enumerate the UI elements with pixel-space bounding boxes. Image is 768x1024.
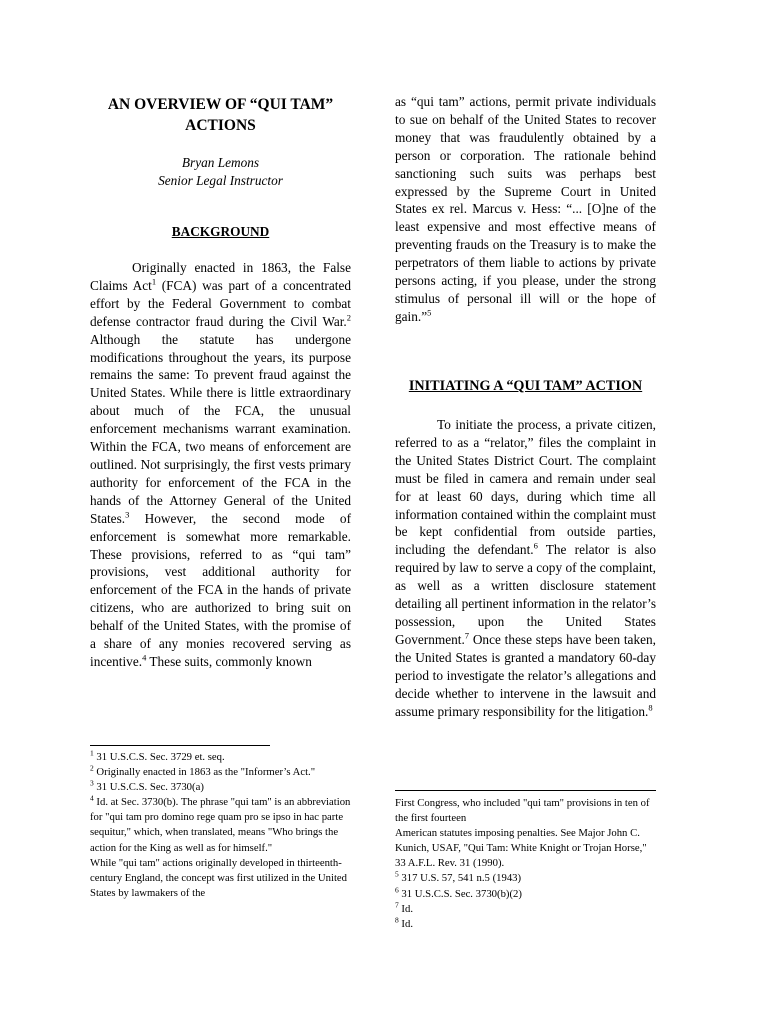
footnotes-left: [90, 750, 351, 901]
footnote-text: 317 U.S. 57, 541 n.5 (1943): [398, 872, 522, 885]
footnote-text: Id.: [398, 917, 413, 930]
footnote-divider: [395, 790, 656, 791]
background-heading: BACKGROUND: [171, 224, 270, 239]
footnote-4: [90, 795, 351, 855]
footnote-ref: 7: [464, 630, 470, 641]
footnote-4-continued: American statutes imposing penalties. See Major John C. Kunich, USAF, "Qui Tam: White Knight or Trojan Horse," 33 A.F.L. Rev. 31 (1990).: [395, 827, 647, 870]
footnote-number: 1: [90, 748, 94, 758]
background-text-3: Although the statute has undergone modifications throughout the years, its purpose remains the same: To prevent fraud against the United States. While there is little extraordinary about much of the FCA, the unusual enforcement mechanisms warrant examination. Within the FCA, two means of enforcement are outlined. Not surprisingly, the first vests primary authority for enforcement of the FCA in the hands of the Attorney General of the United States.: [90, 331, 351, 526]
initiating-paragraph: [395, 416, 656, 720]
footnote-7: [395, 902, 656, 917]
footnote-ref: 5: [427, 307, 432, 318]
author-title: Senior Legal Instructor: [158, 173, 283, 188]
footnote-ref: 6: [533, 540, 538, 551]
background-cont-text: as “qui tam” actions, permit private individuals to sue on behalf of the United States to recover money that was fraudulently obtained by a person or corporation. The rationale behind sanctioning such suits was perhaps best expressed by the Supreme Court in United States ex rel. Marcus v. Hess: “... [O]ne of the least expensive and most effective means of preventing frauds on the Treasury is to make the perpetrators of them liable to actions by private persons acting, if you please, under the strong stimulus of personal ill will or the hope of gain.”: [395, 94, 656, 324]
footnote-ref: 4: [142, 652, 147, 663]
footnote-text: Id.: [398, 902, 413, 915]
footnote-number: 5: [395, 869, 399, 879]
footnote-1: [90, 750, 351, 765]
footnote-5: [395, 871, 656, 886]
document-title: [90, 94, 351, 136]
footnote-ref: 2: [346, 312, 351, 323]
footnote-ref: 3: [125, 509, 130, 520]
footnote-text: 31 U.S.C.S. Sec. 3729 et. seq.: [93, 751, 225, 763]
footnote-number: 7: [395, 900, 399, 910]
footnote-ref: 1: [151, 276, 157, 287]
footnote-number: 8: [395, 915, 399, 925]
footnote-text: Id. at Sec. 3730(b). The phrase "qui tam" is an abbreviation for "qui tam pro domino rege quam pro se ipso in hac parte sequitur," which, when translated, means "Who brings the action for the King as well as for himself.": [90, 796, 351, 854]
footnote-4-continued: First Congress, who included "qui tam" provisions in ten of the first fourteen: [395, 797, 650, 825]
footnote-8: [395, 917, 656, 932]
footnote-4-continued: While "qui tam" actions originally developed in thirteenth-century England, the concept was first utilized in the United States by lawmakers of the: [90, 856, 348, 899]
footnote-number: 2: [90, 763, 94, 773]
background-text-4: However, the second mode of enforcement is somewhat more remarkable. These provisions, referred to as “qui tam” provisions, vest additional authority for enforcement of the FCA in the hands of private citizens, who are authorized to bring suit on behalf of the United States, with the promise of a share of any monies recovered serving as incentive.: [90, 510, 351, 669]
initiating-text-1: To initiate the process, a private citizen, referred to as a “relator,” files the complaint in the United States District Court. The complaint must be filed in camera and remain under seal for at least 60 days, during which time all information contained within the complaint must be kept confidential from outside parties, including the defendant.: [395, 417, 656, 558]
background-paragraph: [90, 259, 351, 671]
footnote-text: 31 U.S.C.S. Sec. 3730(a): [93, 781, 204, 794]
footnotes-right: [395, 796, 656, 932]
footnote-divider: [90, 745, 270, 746]
title-line-2: ACTIONS: [185, 117, 256, 134]
author-name: Bryan Lemons: [181, 155, 260, 170]
footnote-number: 6: [395, 885, 399, 894]
footnote-number: 4: [90, 793, 94, 803]
background-text-2: (FCA) was part of a concentrated effort by the Federal Government to combat defense contractor fraud during the Civil War.: [90, 277, 352, 329]
title-line-1: AN OVERVIEW OF “QUI TAM”: [107, 96, 334, 113]
background-paragraph-continued: [395, 93, 656, 326]
footnote-2: [90, 765, 351, 780]
author-block: [90, 154, 351, 190]
footnote-text: Originally enacted in 1863 as the "Informer’s Act.": [93, 766, 316, 779]
initiating-heading: INITIATING A “QUI TAM” ACTION: [408, 378, 643, 394]
background-text-1: Originally enacted in 1863, the False Claims Act: [90, 260, 351, 293]
footnote-number: 3: [90, 778, 94, 788]
initiating-text-2: The relator is also required by law to serve a copy of the complaint, as well as a written disclosure statement detailing all pertinent information in the relator’s possession, upon the United States Government.: [395, 542, 656, 647]
footnote-3: [90, 780, 351, 795]
background-text-5: These suits, commonly known: [146, 653, 312, 669]
footnote-ref: 8: [648, 702, 653, 713]
footnote-text: 31 U.S.C.S. Sec. 3730(b)(2): [398, 887, 522, 900]
initiating-text-3: Once these steps have been taken, the United States is granted a mandatory 60-day period to investigate the relator’s allegations and decide whether to intervene in the lawsuit and assume primary responsibility for the litigation.: [395, 631, 656, 719]
footnote-6: [395, 887, 656, 902]
